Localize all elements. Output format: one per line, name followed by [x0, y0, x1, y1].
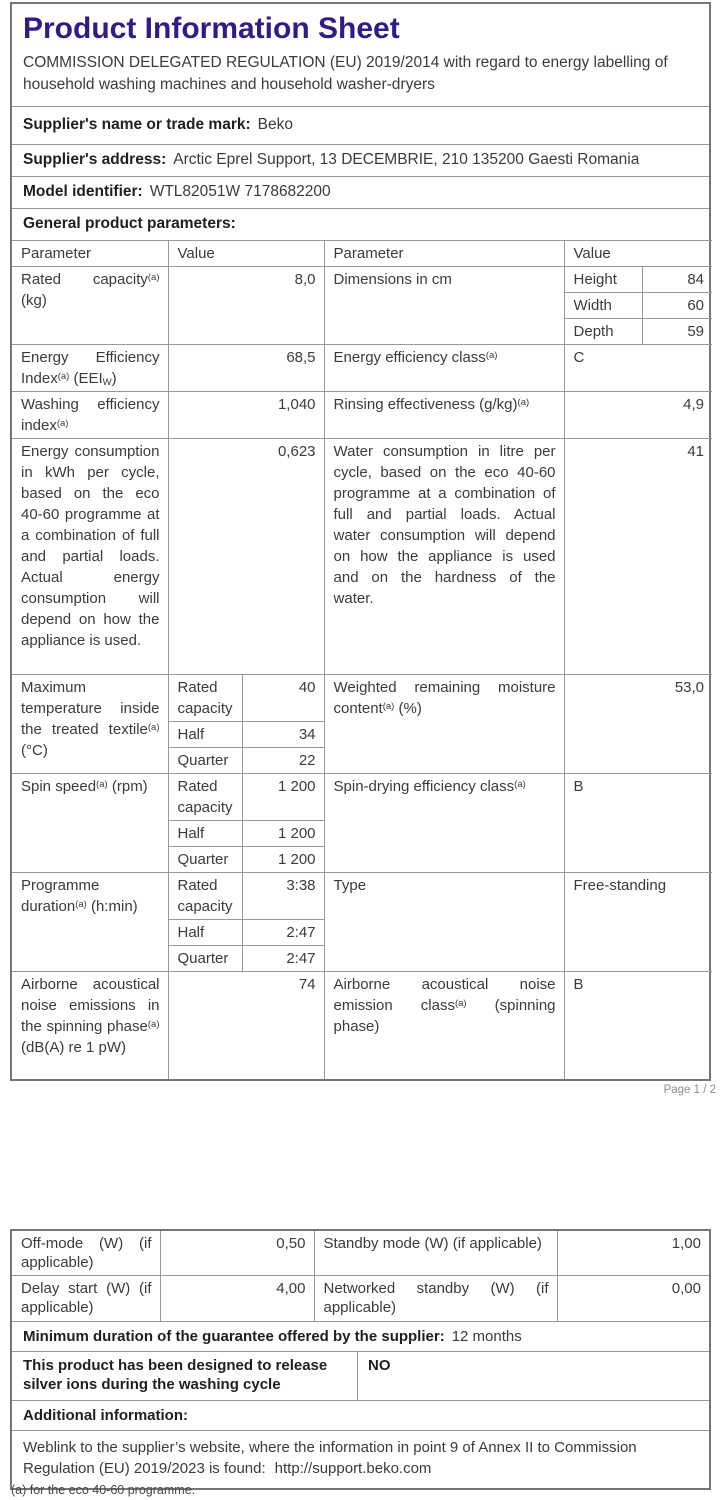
silver-ions-label: This product has been designed to release silver ions during the washing cycle — [12, 1352, 358, 1400]
spin-drying-class-value: B — [564, 774, 712, 873]
max-temperature-rated-value: 40 — [242, 675, 324, 722]
programme-duration-rated-value: 3:38 — [242, 873, 324, 920]
table-row — [12, 972, 712, 1079]
guarantee-value: 12 months — [451, 1327, 522, 1345]
supplier-name-row — [12, 106, 709, 144]
washing-efficiency-index-label: Washing efficiency index$^{(a)}$ — [12, 392, 168, 439]
page2-sheet — [10, 1229, 711, 1490]
col-header-parameter-1: Parameter — [12, 241, 168, 267]
regulation-subtitle: COMMISSION DELEGATED REGULATION (EU) 2019/2014 with regard to energy labelling of household washing machines and household washer-dryers — [23, 54, 668, 93]
water-consumption-label: Water consumption in litre per cycle, based on the eco 40-60 programme at a combination of full and partial loads. Actual water consumption will depend on how the appliance is used and on the hardness of the water. — [324, 439, 564, 675]
general-parameters-heading-row — [12, 208, 709, 240]
table-row — [12, 1276, 709, 1321]
table-row — [12, 439, 712, 675]
table-row — [12, 1231, 709, 1276]
max-temperature-half-value: 34 — [242, 722, 324, 748]
power-modes-table — [12, 1231, 709, 1321]
airborne-noise-label: Airborne acoustical noise emissions in the spinning phase$^{(a)}$ (dB(A) re 1 pW) — [12, 972, 168, 1079]
supplier-address-row — [12, 144, 709, 176]
networked-standby-value: 0,00 — [557, 1276, 709, 1321]
water-consumption-value: 41 — [564, 439, 712, 675]
spin-speed-quarter-value: 1 200 — [242, 847, 324, 873]
energy-consumption-value: 0,623 — [168, 439, 324, 675]
weblink-url[interactable]: http://support.beko.com — [274, 1459, 432, 1477]
dimension-height-value: 84 — [642, 267, 712, 293]
rated-capacity-value: 8,0 — [168, 267, 324, 345]
max-temperature-rated-label: Rated capacity — [168, 675, 242, 722]
spin-speed-quarter-label: Quarter — [168, 847, 242, 873]
energy-efficiency-class-value: C — [564, 345, 712, 392]
networked-standby-label: Networked standby (W) (if applicable) — [314, 1276, 557, 1321]
document-title: Product Information Sheet — [23, 12, 400, 45]
supplier-address-value: Arctic Eprel Support, 13 DECEMBRIE, 210 135200 Gaesti Romania — [173, 151, 640, 168]
energy-efficiency-index-label: Energy Efficiency Index$^{(a)}$ $(EEI_W)$ — [12, 345, 168, 392]
energy-consumption-label: Energy consumption in kWh per cycle, based on the eco 40-60 programme at a combination of full and partial loads. Actual energy consumption will depend on how the appliance is used. — [12, 439, 168, 675]
dimension-depth-label: Depth — [564, 319, 642, 345]
airborne-noise-class-value: B — [564, 972, 712, 1079]
rated-capacity-label: Rated capacity$^{(a)}$ (kg) — [12, 267, 168, 345]
programme-duration-label: Programme duration$^{(a)}$ (h:min) — [12, 873, 168, 972]
supplier-name-label: Supplier's name or trade mark: — [23, 116, 251, 133]
guarantee-row — [12, 1321, 709, 1351]
programme-duration-rated-label: Rated capacity — [168, 873, 242, 920]
max-temperature-label: Maximum temperature inside the treated textile$^{(a)}$ (°C) — [12, 675, 168, 774]
delay-start-label: Delay start (W) (if applicable) — [12, 1276, 160, 1321]
spin-drying-class-label: Spin-drying efficiency class$^{(a)}$ — [324, 774, 564, 873]
model-identifier-value: WTL82051W 7178682200 — [149, 183, 331, 200]
page-indicator: Page 1 / 2 — [663, 1084, 716, 1096]
delay-start-value: 4,00 — [160, 1276, 314, 1321]
spin-speed-rated-label: Rated capacity — [168, 774, 242, 821]
standby-mode-value: 1,00 — [557, 1231, 709, 1276]
supplier-name-value: Beko — [257, 116, 293, 133]
table-row — [12, 774, 712, 821]
model-identifier-label: Model identifier: — [23, 183, 143, 200]
additional-information-heading: Additional information: — [12, 1400, 709, 1430]
silver-ions-row — [12, 1351, 709, 1400]
footnote-eco-programme: (a) for the eco 40-60 programme. — [11, 1483, 196, 1497]
max-temperature-half-label: Half — [168, 722, 242, 748]
dimension-depth-value: 59 — [642, 319, 712, 345]
remaining-moisture-label: Weighted remaining moisture content$^{(a)}$ (%) — [324, 675, 564, 774]
type-value: Free-standing — [564, 873, 712, 972]
guarantee-label: Minimum duration of the guarantee offered by the supplier: — [23, 1327, 445, 1345]
max-temperature-quarter-value: 22 — [242, 748, 324, 774]
washing-efficiency-index-value: 1,040 — [168, 392, 324, 439]
programme-duration-quarter-label: Quarter — [168, 946, 242, 972]
table-row — [12, 675, 712, 722]
spin-speed-rated-value: 1 200 — [242, 774, 324, 821]
table-row — [12, 392, 712, 439]
dimension-width-label: Width — [564, 293, 642, 319]
rinsing-effectiveness-label: Rinsing effectiveness $(g/kg)^{(a)}$ — [324, 392, 564, 439]
general-parameters-table — [12, 240, 712, 1079]
type-label: Type — [324, 873, 564, 972]
rinsing-effectiveness-value: 4,9 — [564, 392, 712, 439]
general-parameters-heading: General product parameters: — [23, 215, 236, 232]
dimensions-label: Dimensions in cm — [324, 267, 564, 345]
remaining-moisture-value: 53,0 — [564, 675, 712, 774]
table-row — [12, 267, 712, 293]
col-header-value-2: Value — [564, 241, 712, 267]
page1-sheet — [10, 2, 711, 1081]
table-row — [12, 345, 712, 392]
model-identifier-row — [12, 176, 709, 208]
table-header-row — [12, 241, 712, 267]
energy-efficiency-index-value: 68,5 — [168, 345, 324, 392]
spin-speed-half-value: 1 200 — [242, 821, 324, 847]
col-header-parameter-2: Parameter — [324, 241, 564, 267]
programme-duration-quarter-value: 2:47 — [242, 946, 324, 972]
weblink-text: Weblink to the supplier’s website, where the information in point 9 of Annex II to Commission Regulation (EU) 2019/2023 is found: — [23, 1438, 637, 1477]
programme-duration-half-label: Half — [168, 920, 242, 946]
spin-speed-half-label: Half — [168, 821, 242, 847]
weblink-row — [12, 1430, 709, 1488]
table-row — [12, 873, 712, 920]
off-mode-value: 0,50 — [160, 1231, 314, 1276]
dimension-width-value: 60 — [642, 293, 712, 319]
energy-efficiency-class-label: Energy efficiency class$^{(a)}$ — [324, 345, 564, 392]
silver-ions-value: NO — [368, 1356, 391, 1374]
dimension-height-label: Height — [564, 267, 642, 293]
programme-duration-half-value: 2:47 — [242, 920, 324, 946]
max-temperature-quarter-label: Quarter — [168, 748, 242, 774]
off-mode-label: Off-mode (W) (if applicable) — [21, 1235, 152, 1271]
airborne-noise-class-label: Airborne acoustical noise emission class$^{(a)}$ (spinning phase) — [324, 972, 564, 1079]
airborne-noise-value: 74 — [168, 972, 324, 1079]
standby-mode-label: Standby mode (W) (if applicable) — [314, 1231, 557, 1276]
spin-speed-label: Spin speed$^{(a)}$ (rpm) — [12, 774, 168, 873]
col-header-value-1: Value — [168, 241, 324, 267]
supplier-address-label: Supplier's address: — [23, 151, 167, 168]
